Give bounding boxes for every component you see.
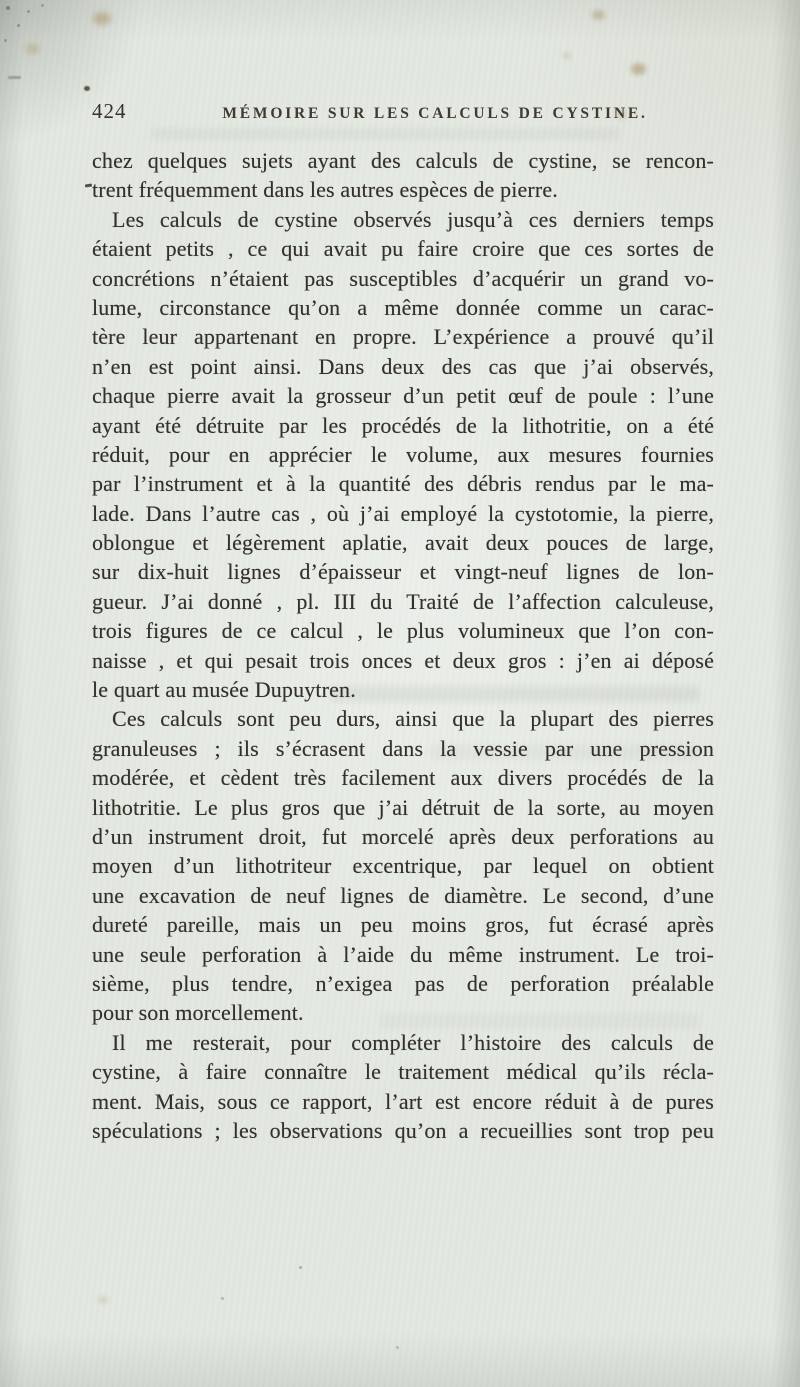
text-line: sième, plus tendre, n’exigea pas de perforation préalable <box>92 970 714 996</box>
text-line: pour son morcellement. <box>92 1000 304 1026</box>
ink-spot <box>396 1346 399 1349</box>
foxing-spot <box>563 52 571 59</box>
text-line: chaque pierre avait la grosseur d’un petit œuf de poule : l’une <box>92 383 714 409</box>
text-line: chez quelques sujets ayant des calculs de cystine, se rencon- <box>92 148 714 173</box>
text-line: naisse , et qui pesait trois onces et deux gros : j’en ai déposé <box>92 647 714 673</box>
text-line: trois figures de ce calcul , le plus volumineux que l’on con- <box>92 618 714 644</box>
text-line: dureté pareille, mais un peu moins gros, fut écrasé après <box>92 912 714 938</box>
edge-speckle <box>17 24 20 27</box>
text-line: une seule perforation à l’aide du même instrument. Le troi- <box>92 941 714 967</box>
text-line: Ces calculs sont peu durs, ainsi que la plupart des pierres <box>112 706 714 732</box>
text-line: modérée, et cèdent très facilement aux divers procédés de la <box>92 765 714 791</box>
text-line: ment. Mais, sous ce rapport, l’art est encore réduit à de pures <box>92 1088 714 1114</box>
text-line: Il me resterait, pour compléter l’histoire des calculs de <box>112 1029 714 1055</box>
text-line: lade. Dans l’autre cas , où j’ai employé la cystotomie, la pierre, <box>92 500 714 526</box>
ink-spot <box>221 1297 224 1300</box>
text-line: tère leur appartenant en propre. L’expérience a prouvé qu’il <box>92 324 714 350</box>
text-line: ayant été détruite par les procédés de la lithotritie, on a été <box>92 412 714 438</box>
text-line: trent fréquemment dans les autres espèces de pierre. <box>92 177 558 203</box>
text-line: gueur. J’ai donné , pl. III du Traité de l’affection calculeuse, <box>92 588 714 614</box>
text-line: le quart au musée Dupuytren. <box>92 677 356 703</box>
text-line: lume, circonstance qu’on a même donnée comme un carac- <box>92 294 714 320</box>
text-line: spéculations ; les observations qu’on a recueillies sont trop peu <box>92 1117 714 1143</box>
foxing-spot <box>631 63 646 75</box>
text-block <box>92 99 714 1145</box>
edge-speckle <box>27 10 30 13</box>
page-number: 424 <box>92 99 127 123</box>
text-line: oblongue et légèrement aplatie, avait deux pouces de large, <box>92 530 714 556</box>
foxing-spot <box>26 44 39 54</box>
text-line: cystine, à faire connaître le traitement médical qu’ils récla- <box>92 1059 714 1085</box>
edge-speckle <box>6 6 10 10</box>
text-line: Les calculs de cystine observés jusqu’à ces derniers temps <box>112 206 714 232</box>
text-line: granuleuses ; ils s’écrasent dans la vessie par une pression <box>92 735 714 761</box>
ink-spot <box>8 76 21 79</box>
ink-spot <box>84 86 90 91</box>
text-line: lithotritie. Le plus gros que j’ai détruit de la sorte, au moyen <box>92 794 714 820</box>
running-header-title: MÉMOIRE SUR LES CALCULS DE CYSTINE. <box>222 105 648 122</box>
foxing-spot <box>98 1296 108 1304</box>
text-line: par l’instrument et à la quantité des débris rendus par le ma- <box>92 471 714 497</box>
paragraph <box>92 146 714 205</box>
text-line: étaient petits , ce qui avait pu faire croire que ces sortes de <box>92 236 714 262</box>
paragraph <box>92 1028 714 1146</box>
text-line: n’en est point ainsi. Dans deux des cas que j’ai observés, <box>92 353 714 379</box>
foxing-spot <box>93 12 111 25</box>
text-line: concrétions n’étaient pas susceptibles d’acquérir un grand vo- <box>92 265 714 291</box>
text-line: d’un instrument droit, fut morcelé après deux perforations au <box>92 823 714 849</box>
text-line: moyen d’un lithotriteur excentrique, par lequel on obtient <box>92 853 714 879</box>
paragraph <box>92 704 714 1027</box>
foxing-spot <box>592 10 605 20</box>
edge-speckle <box>41 4 44 7</box>
body-text <box>92 146 714 1145</box>
edge-speckle <box>4 39 7 42</box>
text-line: sur dix-huit lignes d’épaisseur et vingt-neuf lignes de lon- <box>92 559 714 585</box>
text-line: une excavation de neuf lignes de diamètre. Le second, d’une <box>92 882 714 908</box>
running-header <box>92 99 714 123</box>
paragraph <box>92 205 714 705</box>
ink-spot <box>299 1266 302 1269</box>
text-line: réduit, pour en apprécier le volume, aux mesures fournies <box>92 441 714 467</box>
